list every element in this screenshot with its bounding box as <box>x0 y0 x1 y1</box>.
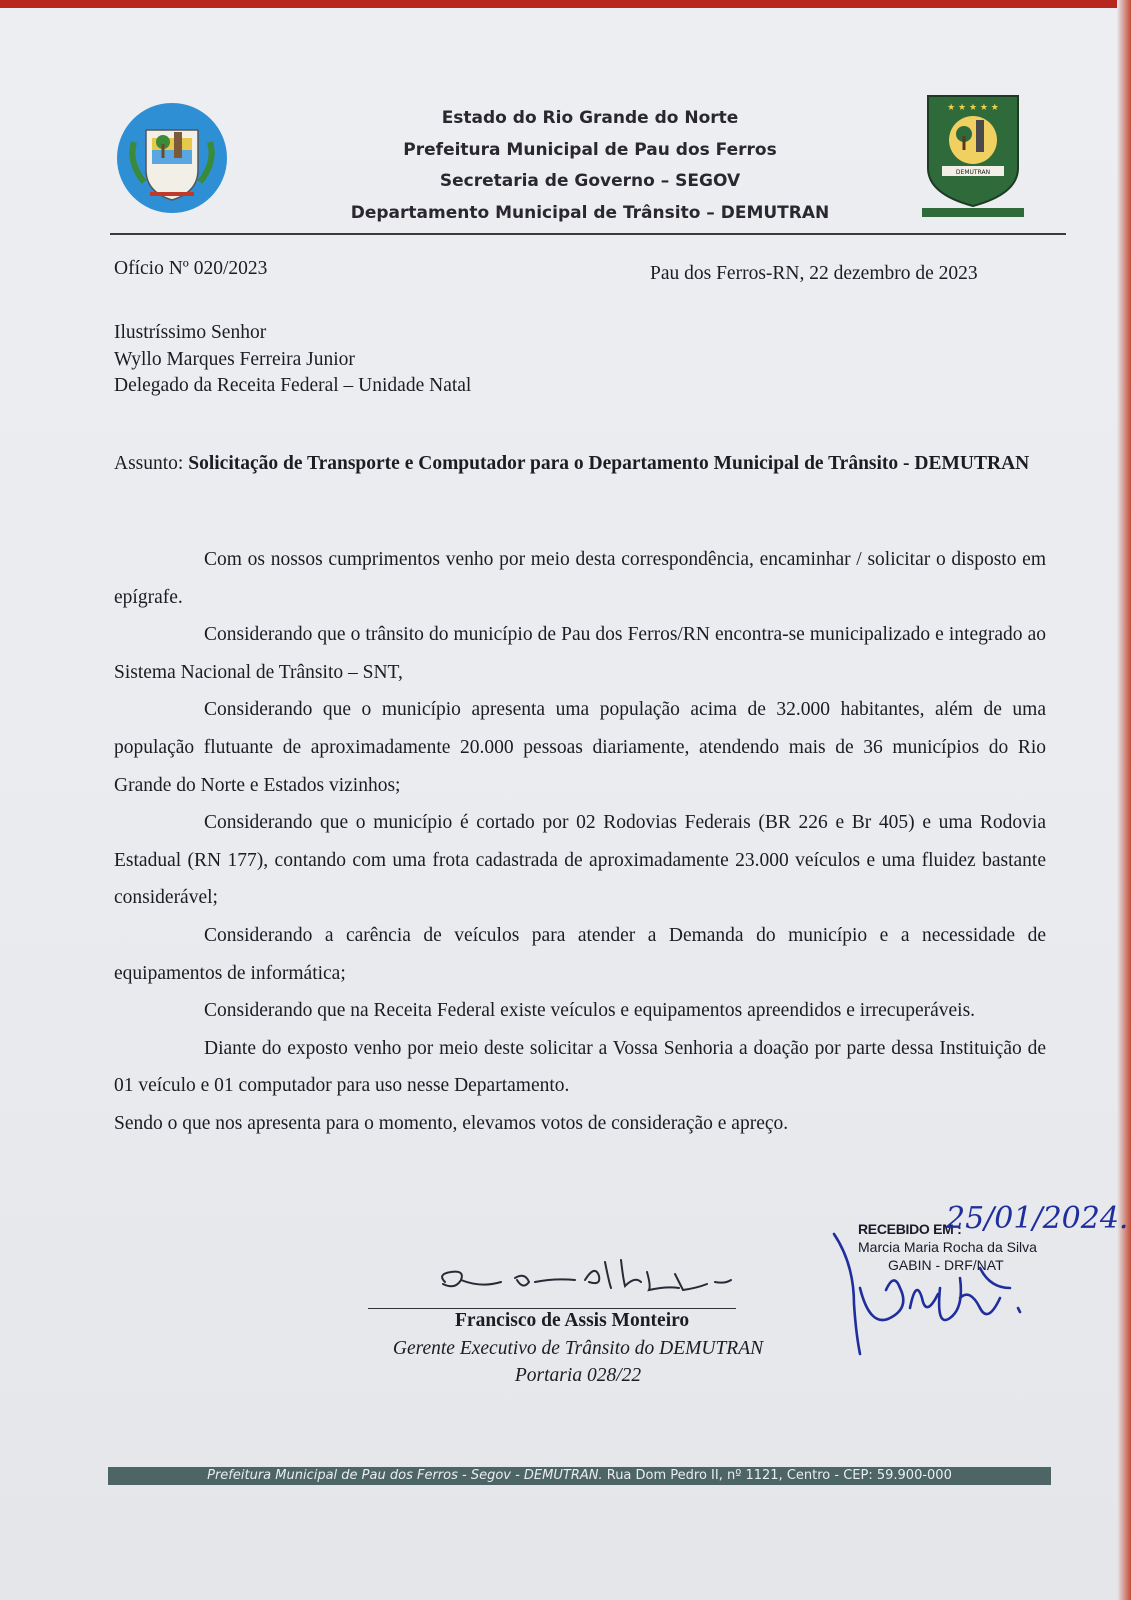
body-paragraph: Com os nossos cumprimentos venho por meio desta correspondência, encaminhar / solicitar o disposto em epígrafe. <box>114 549 1046 608</box>
signatory-title: Gerente Executivo de Trânsito do DEMUTRAN <box>392 1338 764 1359</box>
receipt-receiver-name: Marcia Maria Rocha da Silva <box>858 1239 1037 1255</box>
paper-edge-top <box>0 0 1131 8</box>
paper-edge-right <box>1117 0 1131 1600</box>
demutran-badge-icon <box>922 90 1024 222</box>
letter-body <box>114 541 1046 1143</box>
body-paragraph: Considerando que o trânsito do município de Pau dos Ferros/RN encontra-se municipalizado e integrado ao Sistema Nacional de Trânsito – SNT, <box>114 624 1046 683</box>
closing-paragraph: Sendo o que nos apresenta para o momento, elevamos votos de consideração e apreço. <box>114 1112 789 1134</box>
signatory-name: Francisco de Assis Monteiro <box>455 1310 690 1331</box>
handwritten-signature-icon <box>425 1252 765 1308</box>
letterhead-department: Departamento Municipal de Trânsito – DEMUTRAN <box>350 202 830 223</box>
body-paragraph: Considerando que o município é cortado por 02 Rodovias Federais (BR 226 e Br 405) e uma Rodovia Estadual (RN 177), contando com uma frota cadastrada de aproximadamente 23.000 veículos e uma fluidez bastante considerável; <box>114 812 1046 909</box>
recipient-role: Delegado da Receita Federal – Unidade Natal <box>114 375 472 396</box>
letterhead-prefecture: Prefeitura Municipal de Pau dos Ferros <box>403 139 777 160</box>
municipal-coat-of-arms-icon <box>116 102 228 214</box>
body-paragraph: Considerando a carência de veículos para atender a Demanda do município e a necessidade de equipamentos de informática; <box>114 924 1046 984</box>
svg-text:DEMUTRAN: DEMUTRAN <box>955 169 991 176</box>
subject-text: Solicitação de Transporte e Computador para o Departamento Municipal de Trânsito - DEMUTRAN <box>188 453 1030 474</box>
receipt-unit: GABIN - DRF/NAT <box>888 1257 1004 1273</box>
letterhead-state: Estado do Rio Grande do Norte <box>441 108 739 128</box>
receipt-signature-icon <box>830 1228 1030 1358</box>
letterhead-secretariat: Secretaria de Governo – SEGOV <box>439 171 741 191</box>
footer-institution: Prefeitura Municipal de Pau dos Ferros - Segov - DEMUTRAN. <box>207 1468 603 1483</box>
subject-line <box>114 451 1044 477</box>
receipt-label: RECEBIDO EM : <box>858 1221 962 1237</box>
letter-place-date: Pau dos Ferros-RN, 22 dezembro de 2023 <box>650 263 978 284</box>
receipt-handwritten-date: 25/01/2024. <box>946 1201 1129 1236</box>
body-paragraph: Diante do exposto venho por meio deste solicitar a Vossa Senhoria a doação por parte dessa Instituição de 01 veículo e 01 computador para uso nesse Departamento. <box>114 1037 1046 1097</box>
signature-line <box>368 1308 736 1309</box>
letterhead <box>330 103 850 229</box>
recipient-name: Wyllo Marques Ferreira Junior <box>114 348 355 370</box>
body-paragraph: Considerando que na Receita Federal existe veículos e equipamentos apreendidos e irrecuperáveis. <box>204 1000 976 1022</box>
letter-number: Ofício Nº 020/2023 <box>114 258 268 279</box>
recipient-salutation: Ilustríssimo Senhor <box>114 322 267 343</box>
signatory-role <box>368 1335 788 1389</box>
footer-address-bar <box>108 1467 1051 1485</box>
subject-label: Assunto: <box>114 453 184 474</box>
signatory-ordinance: Portaria 028/22 <box>514 1365 642 1386</box>
header-divider <box>110 233 1066 235</box>
svg-text:★ ★ ★ ★ ★: ★ ★ ★ ★ ★ <box>947 103 999 113</box>
recipient-block <box>114 320 471 400</box>
footer-address: Rua Dom Pedro II, nº 1121, Centro - CEP: 59.900-000 <box>602 1468 952 1483</box>
body-paragraph: Considerando que o município apresenta uma população acima de 32.000 habitantes, além de uma população flutuante de aproximadamente 20.000 pessoas diariamente, atendendo mais de 36 municípios do Rio Grande do Norte e Estados vizinhos; <box>114 699 1046 796</box>
